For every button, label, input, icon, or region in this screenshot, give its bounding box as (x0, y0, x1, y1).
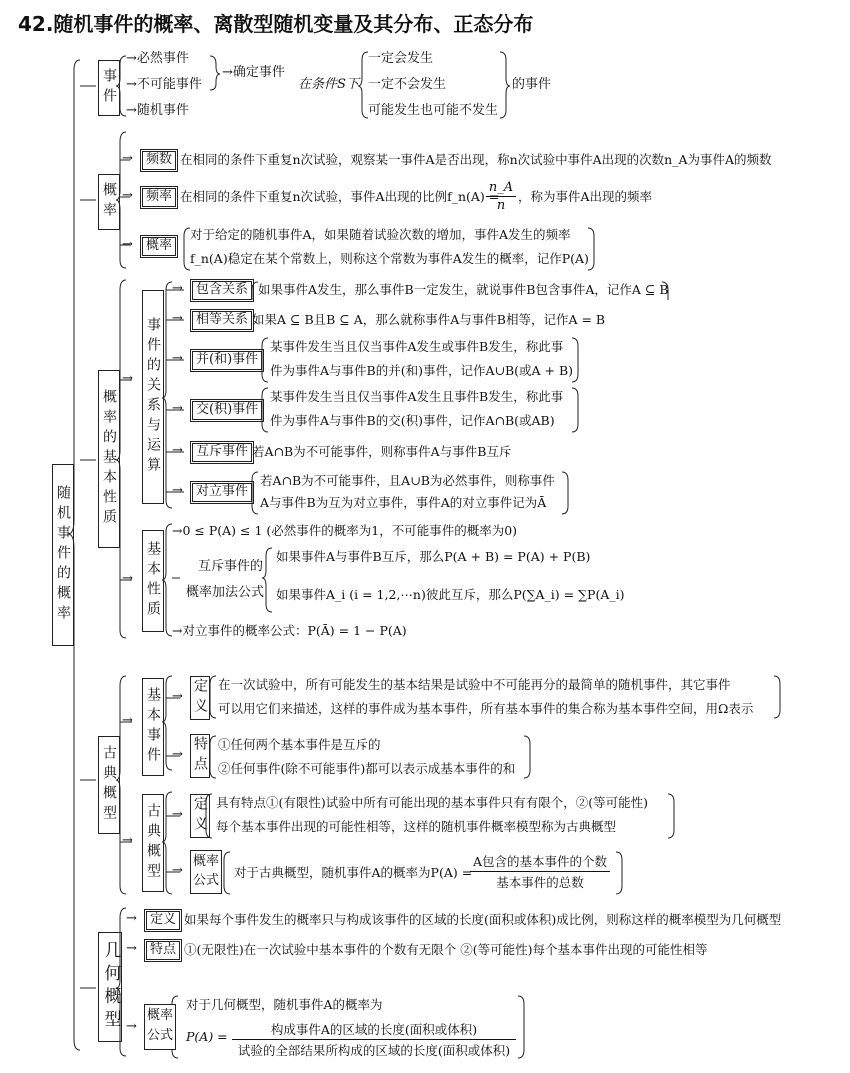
frac-line (232, 1039, 516, 1040)
rel-label-0: 包含关系 (192, 281, 252, 300)
add-label-1: 互斥事件的 (198, 559, 264, 574)
g-formula-den: 试验的全部结果所构成的区域的长度(面积或体积) (237, 1043, 511, 1058)
arrow: → (172, 401, 183, 416)
arrow: → (122, 237, 133, 252)
sec1-result-2: 可能发生也可能不发生 (368, 103, 499, 118)
rel-label-2: 并(和)事件 (192, 351, 262, 370)
sec1-det: →确定事件 (222, 65, 285, 80)
sec1-item-0: →必然事件 (126, 51, 189, 66)
c-formula-text: 对于古典概型，随机事件A的概率为P(A) = (234, 865, 473, 880)
sec2-head: 概率 (98, 174, 120, 230)
rate-den: n (496, 198, 506, 213)
c-formula-num: A包含的基本事件的个数 (472, 854, 608, 869)
gformula-lhs: P(A) = (186, 1029, 228, 1044)
prob-line-1: 对于给定的随机事件A，如果随着试验次数的增加，事件A发生的频率 (190, 227, 571, 242)
arrow: → (172, 863, 183, 878)
arrow: → (172, 281, 183, 296)
sec5-head: 几何概型 (98, 932, 122, 1042)
rel-label-5: 对立事件 (192, 483, 252, 502)
cdef-line-1: 具有特点①(有限性)试验中所有可能出现的基本事件只有有限个，②(等可能性) (216, 795, 649, 810)
sec1-item-2: →随机事件 (126, 103, 189, 118)
rate-num: n_A (488, 180, 514, 195)
c-formula-den: 基本事件的总数 (496, 875, 584, 890)
arrow: → (172, 689, 183, 704)
feat-line-2: ②任何事件(除不可能事件)都可以表示成基本事件的和 (218, 761, 516, 776)
arrow: → (172, 351, 183, 366)
rel-text-1: 如果A ⊆ B且B ⊆ A，那么就称事件A与事件B相等，记作A = B (252, 312, 606, 327)
basic-head: 基本性质 (142, 530, 164, 632)
rel-text-5a: 若A∩B为不可能事件，且A∪B为必然事件，则称事件 (260, 473, 555, 488)
g-formula-num: 构成事件A的区域的长度(面积或体积) (270, 1022, 478, 1037)
rel-label-3: 交(积)事件 (192, 401, 262, 420)
arrow: → (122, 371, 133, 386)
cdef-line-2: 每个基本事件出现的可能性相等，这样的随机事件概率模型称为古典概型 (216, 819, 617, 834)
arrow: → (172, 443, 183, 458)
sec1-head: 事件 (98, 60, 120, 116)
basic-event-head: 基本事件 (142, 678, 164, 776)
gfeat-text: ①(无限性)在一次试验中基本事件的个数有无限个 ②(等可能性)每个基本事件出现的可能性相等 (184, 942, 708, 957)
freq-label: 频数 (142, 151, 176, 170)
sec1-tail: 的事件 (512, 77, 552, 92)
gformula-label: 概率公式 (146, 1008, 173, 1043)
add-label-2: 概率加法公式 (186, 585, 265, 600)
feat-label: 特点 (192, 736, 208, 776)
arrow: → (172, 807, 183, 822)
rate-text-a: 在相同的条件下重复n次试验，事件A出现的比例f_n(A) = (180, 189, 500, 204)
gdef-label: 定义 (146, 911, 180, 930)
gfeat-label: 特点 (146, 941, 180, 960)
rate-text-b: ，称为事件A出现的频率 (518, 189, 653, 204)
root-box: 随机事件的概率 (52, 464, 74, 646)
gformula-line-1: 对于几何概型，随机事件A的概率为 (186, 997, 383, 1012)
def-line-1: 在一次试验中，所有可能发生的基本结果是试验中不可能再分的最简单的随机事件，其它事件 (218, 677, 731, 692)
rel-text-2b: 件为事件A与事件B的并(和)事件，记作A∪B(或A + B) (270, 363, 574, 378)
sec1-item-1: →不可能事件 (126, 77, 202, 92)
rel-label-1: 相等关系 (192, 311, 252, 330)
arrow: → (122, 188, 133, 203)
c-formula-fraction (470, 852, 610, 891)
rate-label: 频率 (142, 188, 176, 207)
rel-text-0: 如果事件A发生，那么事件B一定发生，就说事件B包含事件A，记作A ⊆ B (258, 282, 669, 297)
def-line-2: 可以用它们来描述，这样的事件成为基本事件，所有基本事件的集合称为基本事件空间，用Ω表示 (218, 701, 754, 716)
add-2: 如果事件A_i (i = 1,2,⋯n)彼此互斥，那么P(∑A_i) = ∑P(A_i) (276, 587, 625, 602)
arrow: → (126, 911, 137, 926)
prob-label: 概率 (142, 237, 176, 256)
arrow: → (122, 571, 133, 586)
rel-label-4: 互斥事件 (192, 443, 252, 462)
arrow: → (122, 713, 133, 728)
frac-line (470, 871, 610, 872)
arrow: → (172, 311, 183, 326)
sec1-result-1: 一定不会发生 (368, 77, 447, 92)
arrow: → (126, 1019, 137, 1034)
sec4-head: 古典概型 (98, 736, 120, 834)
prop-1: →0 ≤ P(A) ≤ 1 (必然事件的概率为1，不可能事件的概率为0) (172, 523, 518, 538)
arrow: → (172, 747, 183, 762)
sec1-result-0: 一定会发生 (368, 51, 434, 66)
rel-text-5b: A与事件B为互为对立事件，事件A的对立事件记为Ā (260, 495, 547, 510)
sec3-head: 概率的基本性质 (98, 370, 120, 548)
rel-text-3a: 某事件发生当且仅当事件A发生且事件B发生，称此事 (270, 389, 564, 404)
gdef-text: 如果每个事件发生的概率只与构成该事件的区域的长度(面积或体积)成比例，则称这样的概率模型为几何概型 (184, 912, 782, 927)
frac-line (486, 196, 516, 197)
cdef-label: 定义 (192, 796, 208, 836)
prob-line-2: f_n(A)稳定在某个常数上，则称这个常数为事件A发生的概率，记作P(A) (190, 251, 589, 266)
arrow: → (122, 151, 133, 166)
feat-line-1: ①任何两个基本事件是互斥的 (218, 737, 381, 752)
formula-label: 概率公式 (192, 854, 219, 888)
prop-3: →对立事件的概率公式：P(Ā) = 1 − P(A) (172, 623, 407, 638)
arrow: → (126, 941, 137, 956)
freq-text: 在相同的条件下重复n次试验，观察某一事件A是否出现，称n次试验中事件A出现的次数n_A为事件A的频数 (180, 152, 772, 167)
add-1: 如果事件A与事件B互斥，那么P(A + B) = P(A) + P(B) (276, 549, 591, 564)
arrow: → (122, 833, 133, 848)
rel-text-4: 若A∩B为不可能事件，则称事件A与事件B互斥 (252, 444, 512, 459)
rel-text-3b: 件为事件A与事件B的交(积)事件，记作A∩B(或AB) (270, 413, 555, 428)
arrow: → (172, 483, 183, 498)
page-title: 42.随机事件的概率、离散型随机变量及其分布、正态分布 (18, 12, 534, 36)
g-formula-fraction (232, 1020, 516, 1059)
classic-head: 古典概型 (142, 794, 164, 892)
rel-text-2a: 某事件发生当且仅当事件A发生或事件B发生，称此事 (270, 339, 564, 354)
rel-head: 事件的关系与运算 (142, 290, 164, 504)
sec1-cond: 在条件S下 (298, 77, 359, 92)
def-label: 定义 (192, 678, 208, 718)
rate-fraction (486, 180, 516, 213)
